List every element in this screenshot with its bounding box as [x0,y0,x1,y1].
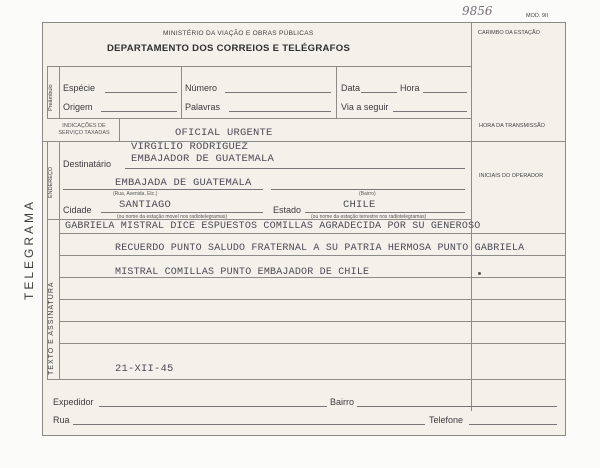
origem-label: Origem [63,102,93,112]
hora-label: Hora [400,83,420,93]
expedidor-field[interactable] [99,406,327,407]
cidade-field[interactable] [101,212,263,213]
ink-dot [478,272,481,275]
bairro-footer-field[interactable] [357,406,557,407]
taxed-services-label: INDICAÇÕES DE SERVIÇO TAXADAS [58,123,110,136]
street-field[interactable] [63,189,263,190]
service-indication-value: OFICIAL URGENTE [175,127,273,139]
message-date: 21-XII-45 [115,363,174,375]
transmission-time-label: HORA DA TRANSMISSÃO [479,123,545,129]
hora-field[interactable] [423,92,467,93]
preamble-divider-2 [336,66,337,119]
bairro-field[interactable] [271,189,465,190]
numero-label: Número [185,83,218,93]
street-hint: (Rua, Avenida, Etc.) [113,191,158,197]
model-number: MOD. 9II [526,13,549,19]
operator-initials-label: INICIAIS DO OPERADOR [479,173,544,179]
text-line-1 [59,233,565,234]
via-label: Via a seguir [341,102,389,112]
palavras-field[interactable] [229,111,331,112]
estado-field[interactable] [305,212,465,213]
text-signature-label: TEXTO E ASSINATURA [48,281,55,375]
services-label-divider [119,118,120,141]
message-line-3: MISTRAL COMILLAS PUNTO EMBAJADOR DE CHILE [115,267,370,278]
origem-field[interactable] [101,111,177,112]
preamble-bottom-border [47,118,471,119]
data-label: Data [341,83,361,93]
especie-field[interactable] [105,92,177,93]
station-stamp-label: CARIMBO DA ESTAÇÃO [478,30,540,36]
text-line-2 [59,255,565,256]
telefone-label: Telefone [429,415,464,425]
right-column-divider [471,23,472,411]
telegrama-side-title: TELEGRAMA [22,198,36,300]
message-line-1: GABRIELA MISTRAL DICE ESPUESTOS COMILLAS AGRADECIDA POR SU GENEROSO [65,221,481,232]
address-label: ENDEREÇO [48,166,54,198]
telegram-form [42,22,566,436]
destinatario-field[interactable] [125,168,465,169]
text-line-5 [59,321,565,322]
via-field[interactable] [393,111,467,112]
estado-label: Estado [273,205,302,215]
message-line-2: RECUERDO PUNTO SALUDO FRATERNAL A SU PATRIA HERMOSA PUNTO GABRIELA [115,243,525,254]
expedidor-label: Expedidor [53,397,94,407]
preamble-label-divider [59,66,60,119]
text-line-4 [59,299,565,300]
text-bottom-border [47,379,565,380]
state-value: CHILE [343,199,376,211]
especie-label: Espécie [63,83,96,93]
ministry-title: MINISTÉRIO DA VIAÇÃO E OBRAS PÚBLICAS [163,30,314,37]
palavras-label: Palavras [185,102,221,112]
cidade-label: Cidade [63,205,92,215]
services-row-bottom-border [43,141,565,142]
preamble-top-border [47,66,471,67]
destinatario-label: Destinatário [63,159,112,169]
cidade-hint: (ou nome da estação movel nos radiotelegramas) [117,214,228,220]
recipient-title: EMBAJADOR DE GUATEMALA [131,153,275,165]
city-value: SANTIAGO [119,199,172,211]
text-line-6 [59,343,565,344]
data-field[interactable] [361,92,397,93]
preamble-divider-1 [181,66,182,119]
handwritten-reference-number: 9856 [462,4,493,18]
rua-field[interactable] [73,424,425,425]
telefone-field[interactable] [469,424,557,425]
bairro-hint: (Bairro) [359,191,376,197]
services-label-line [53,123,115,137]
address-label-divider [59,141,60,219]
recipient-name: VIRGILIO RODRIGUEZ [131,141,249,153]
street-value: EMBAJADA DE GUATEMALA [115,177,252,189]
estado-hint: (ou nome da estação terrestre nos radiotelegramas) [311,214,427,220]
rua-label: Rua [53,415,70,425]
department-title: DEPARTAMENTO DOS CORREIOS E TELÉGRAFOS [107,43,351,54]
numero-field[interactable] [225,92,331,93]
preamble-label: Preâmbulo [48,84,54,111]
bairro-footer-label: Bairro [330,397,355,407]
